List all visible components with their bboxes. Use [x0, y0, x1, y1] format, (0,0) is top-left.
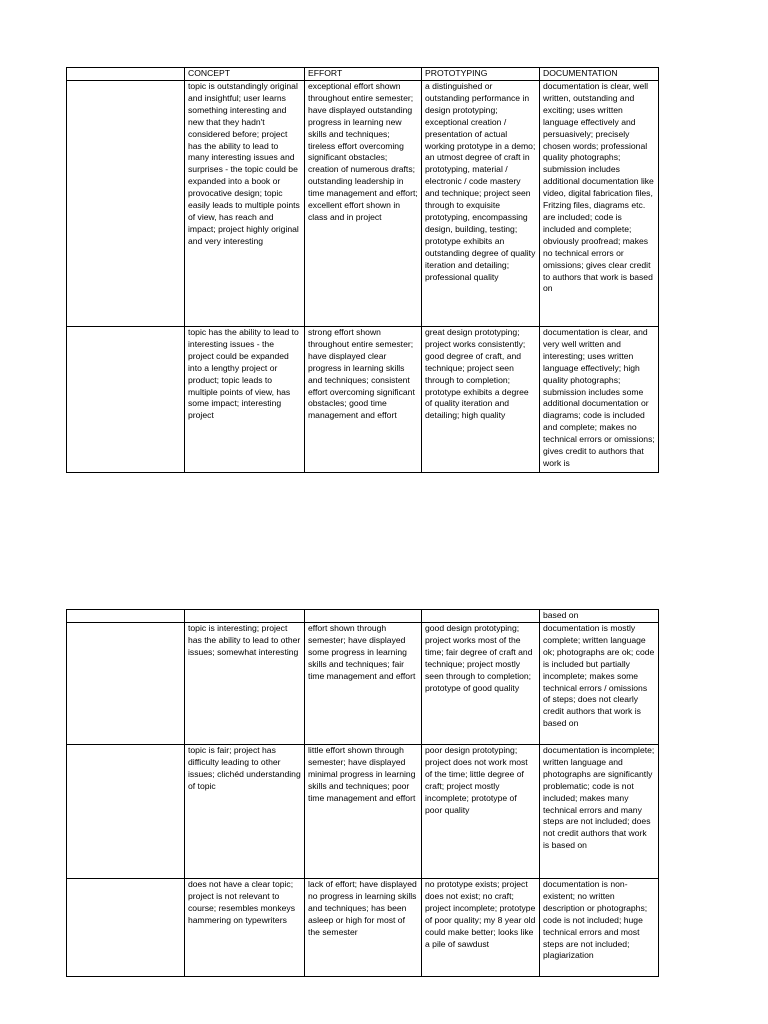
grade-label-cell: [67, 745, 185, 879]
header-prototyping: PROTOTYPING: [422, 68, 540, 81]
documentation-continuation: based on: [540, 610, 659, 623]
documentation-cell: documentation is non-existent; no written description or photographs; code is not included; huge technical errors and most steps are not included; plagiarization: [540, 879, 659, 977]
prototyping-cell: [422, 610, 540, 623]
rubric-table-page-1: [66, 67, 659, 473]
effort-cell: [305, 610, 422, 623]
grade-label-cell: [67, 610, 185, 623]
rubric-table-page-2: [66, 609, 659, 977]
table-row: [67, 327, 659, 473]
prototyping-cell: good design prototyping; project works most of the time; fair degree of craft and technique; project mostly seen through to completion; prototype of good quality: [422, 623, 540, 745]
header-documentation: DOCUMENTATION: [540, 68, 659, 81]
header-row: [67, 68, 659, 81]
concept-cell: topic has the ability to lead to interesting issues - the project could be expanded into a lengthy project or product; topic leads to multiple points of view, has some impact; interesting project: [185, 327, 305, 473]
prototyping-cell: no prototype exists; project does not exist; no craft; project incomplete; prototype of poor quality; my 8 year old could make better; looks like a pile of sawdust: [422, 879, 540, 977]
effort-cell: effort shown through semester; have displayed some progress in learning skills and techniques; fair time management and effort: [305, 623, 422, 745]
continuation-row: [67, 610, 659, 623]
documentation-cell: documentation is clear, and very well written and interesting; uses written language effectively; high quality photographs; submission includes some additional documentation or diagrams; code is included and complete; makes no technical errors or omissions; gives credit to authors that work is: [540, 327, 659, 473]
table-row: [67, 623, 659, 745]
grade-label-cell: [67, 879, 185, 977]
effort-cell: little effort shown through semester; have displayed minimal progress in learning skills and techniques; poor time management and effort: [305, 745, 422, 879]
grade-label-cell: [67, 623, 185, 745]
header-concept: CONCEPT: [185, 68, 305, 81]
grade-label-cell: [67, 81, 185, 327]
concept-cell: does not have a clear topic; project is not relevant to course; resembles monkeys hammering on typewriters: [185, 879, 305, 977]
grade-label-cell: [67, 327, 185, 473]
header-effort: EFFORT: [305, 68, 422, 81]
documentation-cell: documentation is mostly complete; written language ok; photographs are ok; code is included but partially incomplete; makes some technical errors / omissions of steps; does not clearly credit authors that work is based on: [540, 623, 659, 745]
documentation-cell: documentation is clear, well written, outstanding and exciting; uses written language effectively and persuasively; precisely chosen words; professional quality photographs; submission includes additional documentation like video, digital fabrication files, Fritzing files, diagrams etc. are included; code is included and complete; obviously proofread; makes no technical errors or omissions; gives clear credit to authors that work is based on: [540, 81, 659, 327]
prototyping-cell: poor design prototyping; project does not work most of the time; little degree of craft; project mostly incomplete; prototype of poor quality: [422, 745, 540, 879]
effort-cell: strong effort shown throughout entire semester; have displayed clear progress in learning skills and techniques; consistent effort overcoming significant obstacles; good time management and effort: [305, 327, 422, 473]
concept-cell: topic is interesting; project has the ability to lead to other issues; somewhat interesting: [185, 623, 305, 745]
concept-cell: topic is outstandingly original and insightful; user learns something interesting and new that they hadn't considered before; project has the ability to lead to many interesting issues and surprises - the topic could be expanded into a book or provocative design; topic easily leads to multiple points of view, has reach and impact; project highly original and very interesting: [185, 81, 305, 327]
prototyping-cell: great design prototyping; project works consistently; good degree of craft, and technique; project seen through to completion; prototype exhibits a degree of quality iteration and detailing; high quality: [422, 327, 540, 473]
effort-cell: lack of effort; have displayed no progress in learning skills and techniques; has been asleep or high for most of the semester: [305, 879, 422, 977]
table-row: [67, 81, 659, 327]
concept-cell: [185, 610, 305, 623]
prototyping-cell: a distinguished or outstanding performance in design prototyping; exceptional creation / presentation of actual working prototype in a demo; an utmost degree of craft in prototyping, material / electronic / code mastery and technique; project seen through to exquisite prototyping, encompassing design, building, testing; prototype exhibits an outstanding degree of quality iteration and detailing; professional quality: [422, 81, 540, 327]
documentation-cell: documentation is incomplete; written language and photographs are significantly problematic; code is not included; makes many technical errors and many steps are not included; does not credit authors that work is based on: [540, 745, 659, 879]
table-row: [67, 879, 659, 977]
table-row: [67, 745, 659, 879]
effort-cell: exceptional effort shown throughout entire semester; have displayed outstanding progress in learning new skills and techniques; tireless effort overcoming significant obstacles; creation of numerous drafts; outstanding leadership in time management and effort; excellent effort shown in class and in project: [305, 81, 422, 327]
concept-cell: topic is fair; project has difficulty leading to other issues; clichéd understanding of topic: [185, 745, 305, 879]
grade-label-cell: [67, 68, 185, 81]
